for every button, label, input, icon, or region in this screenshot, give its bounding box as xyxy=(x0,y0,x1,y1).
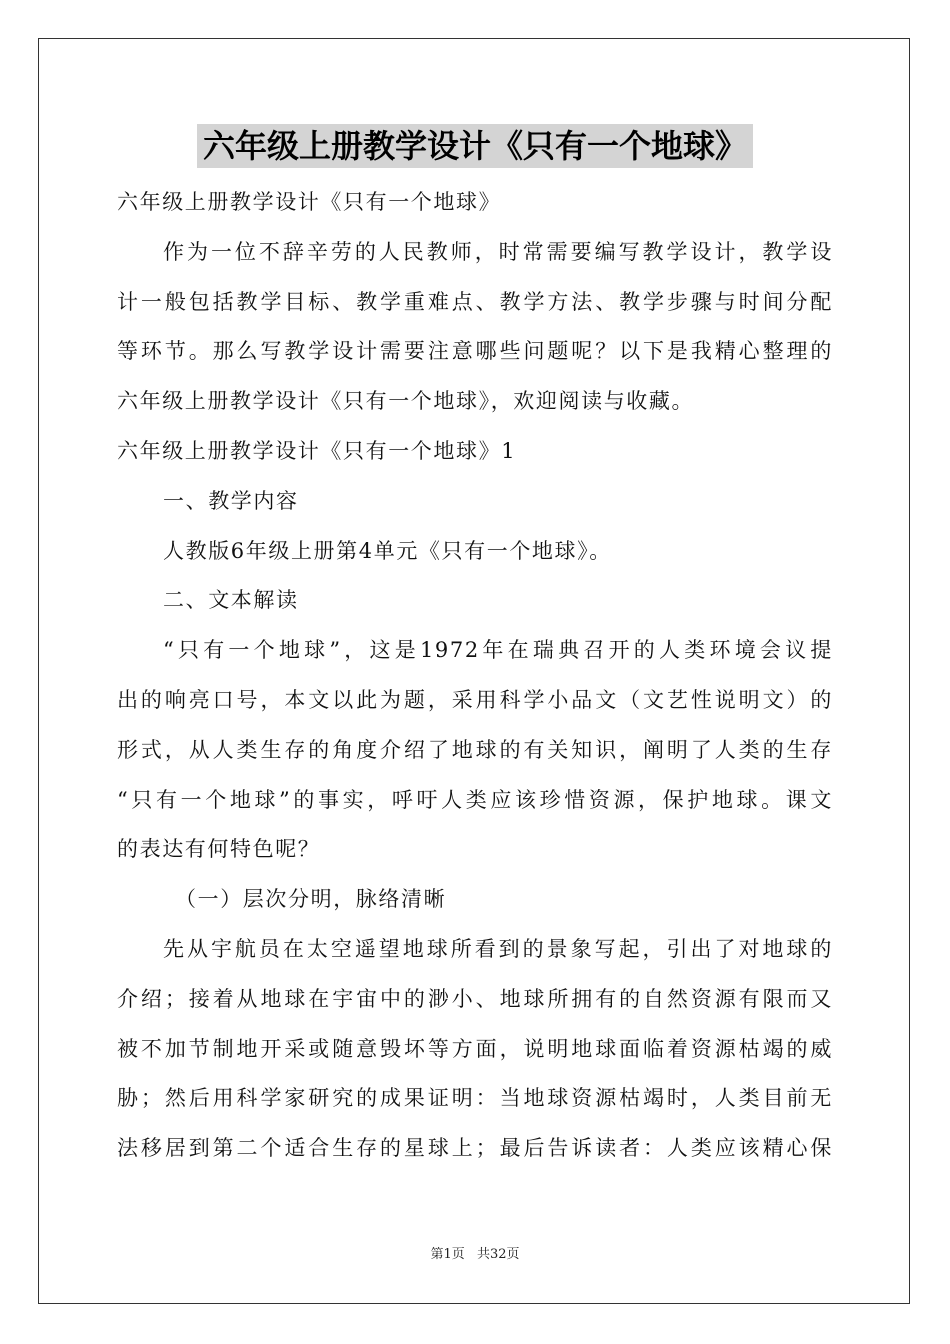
text-line: 二、文本解读 xyxy=(163,588,299,613)
text-line: 介绍；接着从地球在宇宙中的渺小、地球所拥有的自然资源有限而又 xyxy=(117,986,833,1011)
text-line: 出的响亮口号，本文以此为题，采用科学小品文（文艺性说明文）的 xyxy=(117,687,833,712)
text-line: 等环节。那么写教学设计需要注意哪些问题呢？以下是我精心整理的 xyxy=(117,339,833,364)
text-line: 被不加节制地开采或随意毁坏等方面，说明地球面临着资源枯竭的威 xyxy=(117,1036,833,1061)
text-line: 胁；然后用科学家研究的成果证明：当地球资源枯竭时，人类目前无 xyxy=(117,1086,833,1111)
page-total: 共32页 xyxy=(476,1247,520,1262)
title-area xyxy=(0,124,950,168)
page-number: 第1页 xyxy=(430,1247,465,1262)
text-line: 形式，从人类生存的角度介绍了地球的有关知识，阐明了人类的生存 xyxy=(117,737,833,762)
text-line: 一、教学内容 xyxy=(163,488,299,513)
text-line: 六年级上册教学设计《只有一个地球》1 xyxy=(117,438,517,463)
text-line: 作为一位不辞辛劳的人民教师，时常需要编写教学设计，教学设 xyxy=(163,239,833,264)
text-line: 人教版6年级上册第4单元《只有一个地球》。 xyxy=(163,538,612,563)
text-line: 法移居到第二个适合生存的星球上；最后告诉读者：人类应该精心保 xyxy=(117,1136,833,1161)
text-line: 计一般包括教学目标、教学重难点、教学方法、教学步骤与时间分配 xyxy=(117,289,833,314)
text-line: （一）层次分明，脉络清晰 xyxy=(175,887,447,912)
document-title: 六年级上册教学设计《只有一个地球》 xyxy=(197,124,753,168)
text-line: “只有一个地球”，这是1972年在瑞典召开的人类环境会议提 xyxy=(163,638,833,663)
document-body xyxy=(117,178,833,1174)
text-line: 六年级上册教学设计《只有一个地球》 xyxy=(117,190,502,214)
text-line: 的表达有何特色呢？ xyxy=(117,837,321,862)
text-line: 六年级上册教学设计《只有一个地球》，欢迎阅读与收藏。 xyxy=(117,389,695,414)
text-line: “只有一个地球”的事实，呼吁人类应该珍惜资源，保护地球。课文 xyxy=(117,787,833,812)
text-line: 先从宇航员在太空遥望地球所看到的景象写起，引出了对地球的 xyxy=(163,936,833,961)
page-footer xyxy=(0,1246,950,1264)
